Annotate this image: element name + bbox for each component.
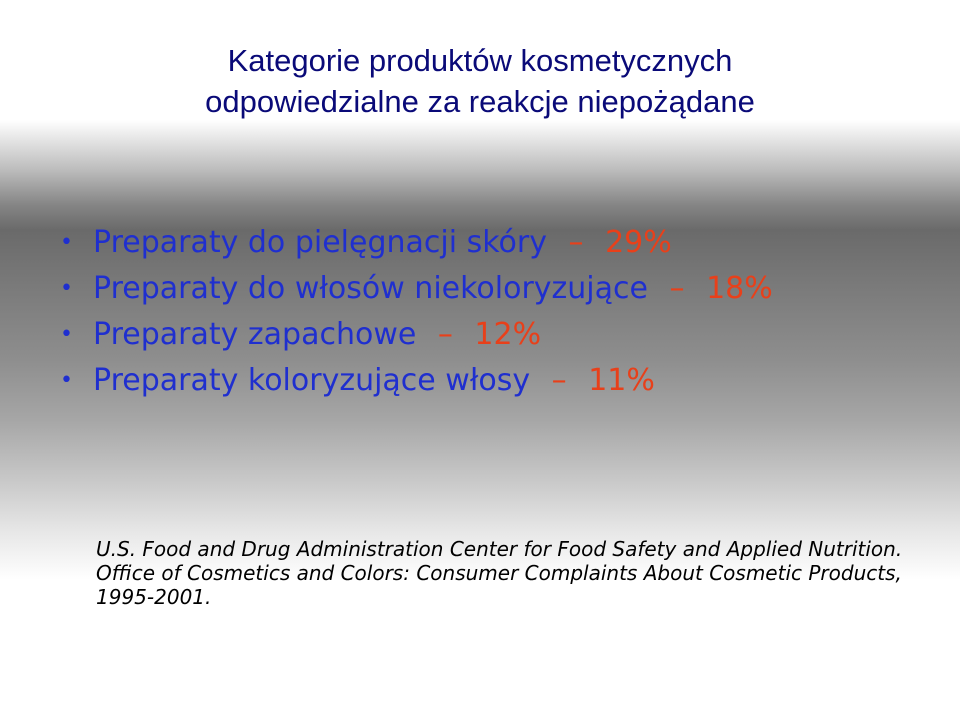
list-item [60,266,773,312]
bullet-icon: • [60,322,73,347]
list-item [60,312,773,358]
bullet-percentage: 18% [706,271,773,306]
bullet-label: Preparaty zapachowe [93,317,417,352]
bullet-percentage: 29% [605,225,672,260]
bullet-label: Preparaty do włosów niekoloryzujące [93,271,648,306]
bullet-icon: • [60,368,73,393]
bullet-label: Preparaty do pielęgnacji skóry [93,225,547,260]
list-item [60,358,773,404]
bullet-percentage: 11% [588,363,655,398]
bullet-icon: • [60,276,73,301]
slide-title [0,40,960,122]
bullet-dash: – [669,271,685,306]
bullet-dash: – [568,225,584,260]
slide-title-line-1: Kategorie produktów kosmetycznych [227,43,733,78]
bullet-label: Preparaty koloryzujące włosy [93,363,531,398]
source-citation: U.S. Food and Drug Administration Center for Food Safety and Applied Nutrition. Office of Cosmetics and Colors: Consumer Complaints About Cosmetic Products, 1995-2001. [96,537,903,609]
bullet-dash: – [437,317,453,352]
list-item [60,220,773,266]
bullet-percentage: 12% [474,317,542,352]
bullet-list [60,220,773,404]
bullet-dash: – [551,363,567,398]
bullet-icon: • [60,230,73,255]
slide-title-line-2: odpowiedzialne za reakcje niepożądane [205,84,755,119]
